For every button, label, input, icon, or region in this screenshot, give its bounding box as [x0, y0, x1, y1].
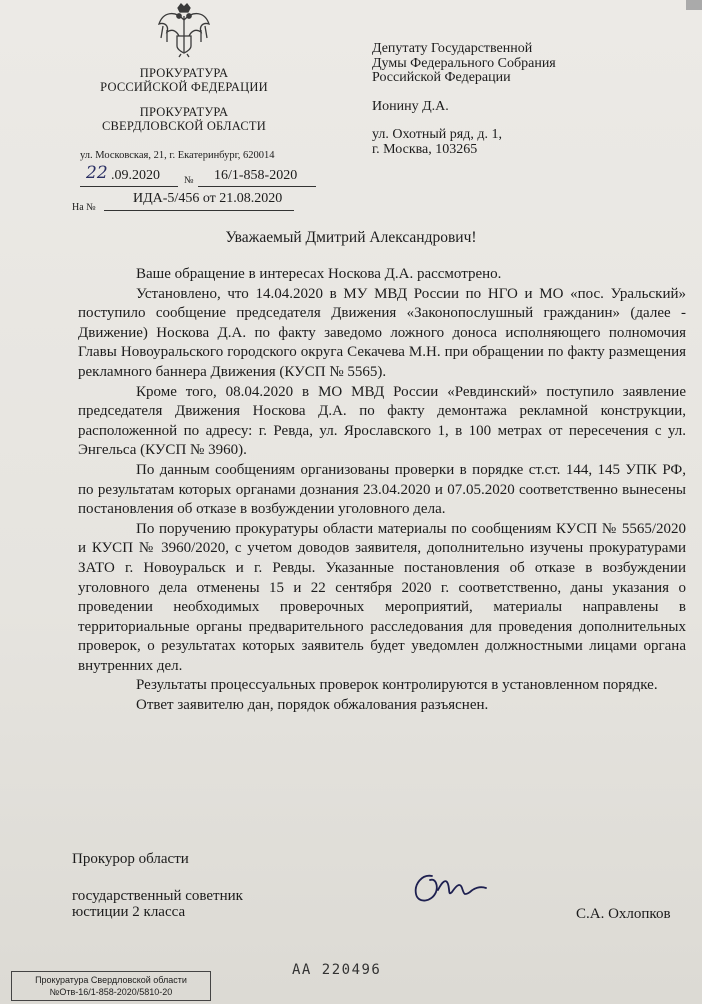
- recipient-line-1: Депутату Государственной: [372, 41, 533, 56]
- recipient-name: Ионину Д.А.: [372, 98, 449, 114]
- sender-address: ул. Московская, 21, г. Екатеринбург, 620014: [80, 150, 275, 161]
- paragraph-7: Ответ заявителю дан, порядок обжалования разъяснен.: [136, 697, 489, 714]
- recipient-address-1: ул. Охотный ряд, д. 1,: [372, 127, 502, 142]
- paragraph-3: Кроме того, 08.04.2020 в МО МВД России «Ревдинский» поступило заявление председателя Движения Носкова Д.А. по факту демонтажа рекламной конструкции, расположенной по адресу: г. Ревда, ул. Ярославского 1, в 100 метрах от пересечения с ул. Энгельса (КУСП № 3960).: [78, 383, 686, 459]
- org-line-4: СВЕРДЛОВСКОЙ ОБЛАСТИ: [101, 119, 266, 133]
- stamp-line-2: №Отв-16/1-858-2020/5810-20: [49, 987, 173, 997]
- signer-title: Прокурор области: [72, 851, 189, 867]
- org-line-1: ПРОКУРАТУРА: [139, 66, 229, 80]
- org-line-3: ПРОКУРАТУРА: [139, 105, 229, 119]
- paragraph-6: Результаты процессуальных проверок контролируются в установленном порядке.: [136, 677, 658, 694]
- sender-header: [95, 66, 273, 133]
- paragraph-4: По данным сообщениям организованы проверки в порядке ст.ст. 144, 145 УПК РФ, по результатам которых органами дознания 23.04.2020 и 07.05.2020 соответственно вынесены постановления об отказе в возбуждении уголовного дела.: [78, 461, 686, 518]
- handwritten-day: 22: [86, 163, 108, 183]
- recipient-block: [372, 42, 556, 157]
- form-serial-number: АА 220496: [292, 962, 382, 978]
- signer-rank-1: государственный советник: [72, 888, 243, 904]
- paragraph-2: Установлено, что 14.04.2020 в МУ МВД России по НГО и МО «пос. Уральский» поступило сообщение председателя Движения «Законопослушный гражданин» (далее - Движение) Носкова Д.А. по факту заведомо ложного доноса исполняющего полномочия Главы Новоуральского городского округа Секачева М.Н. при обращении по факту размещения рекламного баннера Движения (КУСП № 5565).: [78, 285, 686, 380]
- paragraph-1: Ваше обращение в интересах Носкова Д.А. рассмотрено.: [136, 266, 502, 282]
- signer-rank-2: юстиции 2 класса: [72, 904, 186, 920]
- corner-shadow: [686, 0, 702, 10]
- registration-stamp: [11, 971, 211, 1001]
- stamp-line-1: Прокуратура Свердловской области: [35, 975, 187, 985]
- org-line-2: РОССИЙСКОЙ ФЕДЕРАЦИИ: [100, 80, 268, 94]
- in-reply-value: ИДА-5/456 от 21.08.2020: [133, 191, 283, 206]
- recipient-line-2: Думы Федерального Собрания: [372, 55, 556, 71]
- recipient-address-2: г. Москва, 103265: [372, 141, 478, 157]
- handwritten-signature: [408, 866, 492, 908]
- letter-date: .09.2020: [111, 168, 160, 183]
- in-reply-label: На №: [72, 202, 96, 213]
- letter-body: [78, 265, 686, 716]
- recipient-line-3: Российской Федерации: [372, 70, 511, 85]
- coat-of-arms-emblem: [155, 2, 213, 58]
- signer-name: С.А. Охлопков: [576, 906, 671, 922]
- number-sign: №: [184, 175, 194, 186]
- paragraph-5: По поручению прокуратуры области материалы по сообщениям КУСП № 5565/2020 и КУСП № 3960/2020, с учетом доводов заявителя, дополнительно изучены прокуратурами ЗАТО г. Новоуральск и г. Ревды. Указанные постановления об отказе в возбуждении уголовного дела отменены 15 и 22 сентября 2020 г. соответственно, даны указания о проведении необходимых проверочных мероприятий, материалы направлены в территориальные органы предварительного расследования для проведения дополнительных проверок, о результатах которых заявитель будет уведомлен должностными лицами органа внутренних дел.: [78, 520, 686, 674]
- greeting: Уважаемый Дмитрий Александрович!: [225, 229, 477, 246]
- letter-number: 16/1-858-2020: [214, 168, 298, 183]
